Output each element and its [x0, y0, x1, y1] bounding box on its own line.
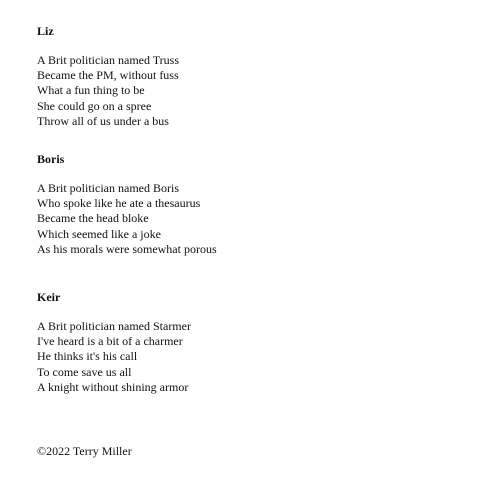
- copyright-notice: ©2022 Terry Miller: [37, 444, 132, 458]
- poem-line: As his morals were somewhat porous: [37, 241, 217, 256]
- poem-lines: [37, 53, 179, 129]
- poem-liz: [37, 24, 179, 129]
- poem-boris: [37, 152, 217, 257]
- document-page: [37, 0, 477, 500]
- poem-lines: [37, 319, 191, 395]
- poem-title: Keir: [37, 290, 61, 304]
- poem-line: Which seemed like a joke: [37, 226, 161, 241]
- poem-line: A Brit politician named Starmer: [37, 319, 191, 333]
- poem-line: She could go on a spree: [37, 98, 152, 113]
- poem-line: What a fun thing to be: [37, 83, 145, 98]
- poem-line: A Brit politician named Boris: [37, 181, 179, 195]
- poem-line: To come save us all: [37, 364, 132, 379]
- poem-line: Throw all of us under a bus: [37, 113, 169, 128]
- poem-lines: [37, 181, 217, 257]
- poem-line: A Brit politician named Truss: [37, 53, 180, 67]
- poem-line: Became the head bloke: [37, 211, 149, 226]
- poem-line: Became the PM, without fuss: [37, 68, 179, 83]
- poem-title: Boris: [37, 152, 65, 166]
- poem-line: A knight without shining armor: [37, 379, 189, 394]
- poem-line: I've heard is a bit of a charmer: [37, 334, 183, 349]
- poem-keir: [37, 290, 191, 395]
- poem-title: Liz: [37, 24, 54, 38]
- poem-line: He thinks it's his call: [37, 349, 138, 364]
- poem-line: Who spoke like he ate a thesaurus: [37, 196, 201, 211]
